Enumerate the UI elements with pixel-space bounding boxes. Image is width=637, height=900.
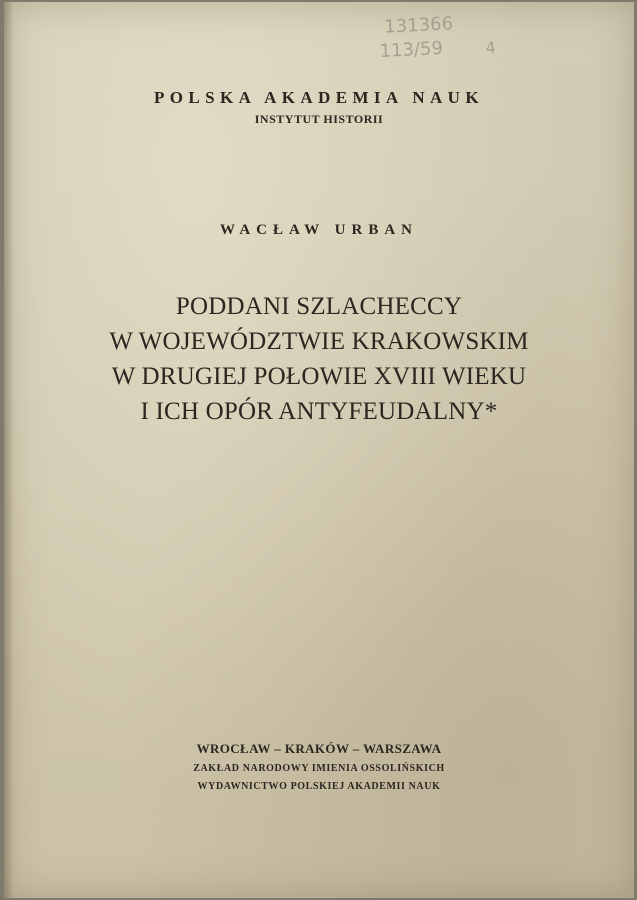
- pencil-mark-1: 131366: [384, 13, 454, 38]
- academy-name: POLSKA AKADEMIA NAUK: [154, 88, 484, 107]
- title-line-1: PODDANI SZLACHECCY: [175, 293, 463, 320]
- pencil-mark-3: 4: [485, 38, 497, 58]
- author-name: WACŁAW URBAN: [220, 222, 418, 238]
- institute-name: INSTYTUT HISTORII: [254, 112, 384, 126]
- book-title: [4, 289, 634, 429]
- pencil-annotation: [379, 12, 497, 64]
- publisher-line-2: WYDAWNICTWO POLSKIEJ AKADEMII NAUK: [197, 781, 441, 792]
- pencil-mark-2: 113/59: [379, 37, 444, 63]
- title-line-2: W WOJEWÓDZTWIE KRAKOWSKIM: [109, 328, 529, 355]
- publication-cities: WROCŁAW – KRAKÓW – WARSZAWA: [196, 741, 442, 756]
- title-line-3: W DRUGIEJ POŁOWIE XVIII WIEKU: [111, 363, 527, 390]
- book-cover: [4, 2, 634, 898]
- publisher-line-1: ZAKŁAD NARODOWY IMIENIA OSSOLIŃSKICH: [193, 763, 445, 774]
- title-line-4: I ICH OPÓR ANTYFEUDALNY*: [140, 398, 498, 425]
